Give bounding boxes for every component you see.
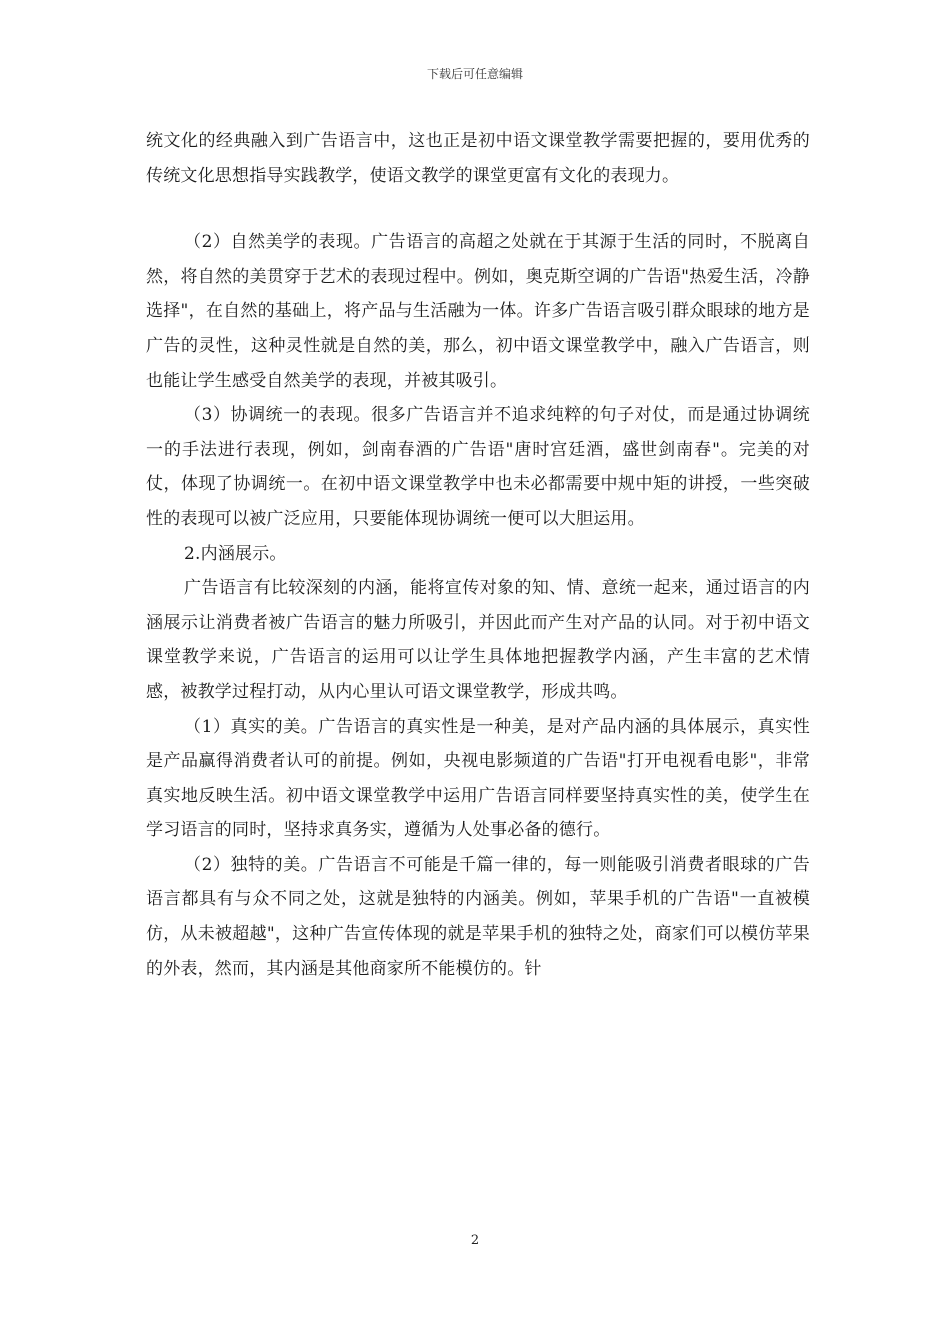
paragraph-connotation-intro: 广告语言有比较深刻的内涵，能将宣传对象的知、情、意统一起来，通过语言的内涵展示让消费者被广告语言的魅力所吸引，并因此而产生对产品的认同。对于初中语文课堂教学来说，广告语言的运用可以让学生具体地把握教学内涵，产生丰富的艺术情感，被教学过程打动，从内心里认可语文课堂教学，形成共鸣。 [146, 578, 810, 702]
page-number: 2 [470, 1233, 480, 1248]
paragraph-unique-beauty: （2）独特的美。广告语言不可能是千篇一律的，每一则能吸引消费者眼球的广告语言都具有与众不同之处，这就是独特的内涵美。例如，苹果手机的广告语"一直被模仿，从未被超越"，这种广告宣传体现的就是苹果手机的独特之处，商家们可以模仿苹果的外表，然而，其内涵是其他商家所不能模仿的。针 [146, 854, 810, 979]
document-body [146, 124, 810, 986]
paragraph-harmony-unity: （3）协调统一的表现。很多广告语言并不追求纯粹的句子对仗，而是通过协调统一的手法进行表现，例如，剑南春酒的广告语"唐时宫廷酒，盛世剑南春"。完美的对仗，体现了协调统一。在初中语文课堂教学中也未必都需要中规中矩的讲授，一些突破性的表现可以被广泛应用，只要能体现协调统一便可以大胆运用。 [146, 405, 810, 529]
page-header: 下载后可任意编辑 [426, 67, 523, 81]
paragraph-real-beauty: （1）真实的美。广告语言的真实性是一种美，是对产品内涵的具体展示，真实性是产品赢得消费者认可的前提。例如，央视电影频道的广告语"打开电视看电影"，非常真实地反映生活。初中语文课堂教学中运用广告语言同样要坚持真实性的美，使学生在学习语言的同时，坚持求真务实，遵循为人处事必备的德行。 [146, 716, 810, 841]
paragraph-continuation: 统文化的经典融入到广告语言中，这也正是初中语文课堂教学需要把握的，要用优秀的传统文化思想指导实践教学，使语文教学的课堂更富有文化的表现力。 [146, 131, 810, 186]
section-heading-connotation: 2.内涵展示。 [184, 543, 287, 564]
paragraph-natural-aesthetics: （2）自然美学的表现。广告语言的高超之处就在于其源于生活的同时，不脱离自然，将自然的美贯穿于艺术的表现过程中。例如，奥克斯空调的广告语"热爱生活，冷静选择"，在自然的基础上，将产品与生活融为一体。许多广告语言吸引群众眼球的地方是广告的灵性，这种灵性就是自然的美，那么，初中语文课堂教学中，融入广告语言，则也能让学生感受自然美学的表现，并被其吸引。 [146, 232, 810, 391]
